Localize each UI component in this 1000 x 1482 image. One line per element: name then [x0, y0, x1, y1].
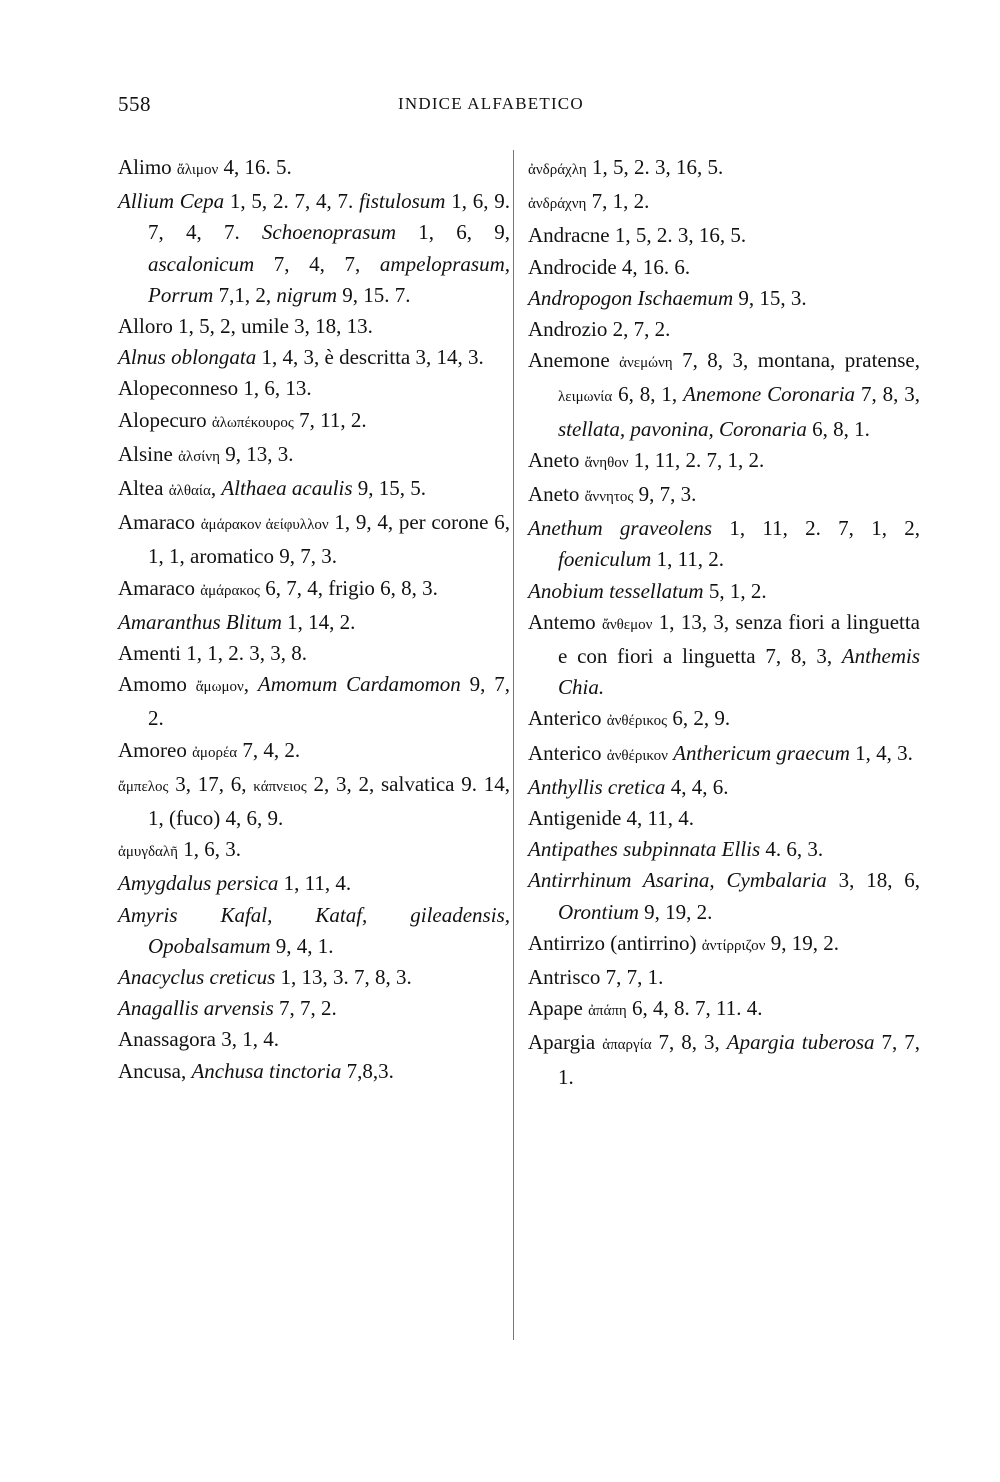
index-entry: [118, 607, 510, 638]
latin-name: Anagallis arvensis: [118, 996, 274, 1021]
latin-name: Andropogon Ischaemum: [528, 285, 734, 310]
entry-text: Alopeconneso 1, 6, 13.: [118, 376, 312, 401]
entry-text: Anterico: [528, 706, 607, 731]
latin-name: Anthericum graecum: [673, 740, 850, 765]
index-entry: [528, 220, 920, 251]
entry-text: Anassagora 3, 1, 4.: [118, 1027, 279, 1052]
greek-term: ἀνδράχλη: [528, 162, 587, 178]
entry-text: 3, 17, 6,: [168, 771, 254, 796]
entry-text: Androcide 4, 16. 6.: [528, 254, 691, 279]
index-entry: [118, 507, 510, 572]
latin-name: ascalonicum: [148, 251, 255, 276]
greek-term: ἀνθέρικον: [606, 747, 668, 764]
entry-text: 6, 4, 8. 7, 11. 4.: [626, 996, 763, 1021]
entry-text: 6, 7, 4, frigio 6, 8, 3.: [260, 575, 438, 600]
greek-term: ἀλωπέκουρος: [211, 414, 294, 431]
entry-text: Amoreo: [118, 737, 193, 762]
index-entry: [118, 311, 510, 342]
entry-text: Alloro 1, 5, 2, umile 3, 18, 13.: [118, 314, 373, 339]
greek-term: ἀνθέρικος: [606, 713, 668, 730]
index-entry: [118, 993, 510, 1024]
latin-name: Apargia tuberosa: [726, 1030, 875, 1055]
greek-term: ἀπαργία: [602, 1037, 652, 1054]
index-entry: [118, 900, 510, 962]
greek-term: ἀπάπη: [588, 1003, 627, 1020]
entry-text: 7, 7, 1.: [558, 1030, 921, 1089]
entry-text: 2, 3, 2, salvatica 9. 14, 1, (fuco) 4, 6, 9.: [148, 771, 510, 831]
index-entry: [118, 834, 510, 868]
page-header: [118, 92, 918, 122]
entry-text: 7, 1, 2.: [586, 189, 650, 214]
entry-text: 9, 13, 3.: [219, 441, 294, 466]
greek-term: ἄμπελος: [118, 778, 169, 795]
index-entry: [118, 405, 510, 439]
entry-text: 4, 4, 6.: [665, 774, 729, 799]
entry-text: Amenti 1, 1, 2. 3, 3, 8.: [118, 641, 307, 666]
latin-name: Althaea acaulis: [221, 476, 353, 501]
entry-text: 7, 7, 2.: [273, 996, 337, 1021]
latin-name: stellata, pavonina, Coronaria: [558, 416, 807, 441]
index-entry: [528, 834, 920, 865]
index-entry: [118, 868, 510, 899]
index-entry: [528, 1027, 920, 1092]
greek-term: ἀνδράχνη: [528, 196, 587, 213]
index-entry: [528, 186, 920, 220]
greek-term: ἀλσίνη: [178, 448, 220, 465]
entry-text: 4. 6, 3.: [760, 837, 824, 862]
latin-name: Amaranthus Blitum: [118, 609, 282, 634]
entry-text: 7, 11, 2.: [293, 407, 367, 432]
entry-text: 1, 9, 4, per corone 6, 1, 1, aromatico 9, 7, 3.: [148, 510, 510, 569]
entry-text: 9, 7, 2.: [148, 672, 511, 731]
index-entry: [118, 573, 510, 607]
entry-text: 9, 15, 5.: [352, 476, 427, 501]
entry-text: 3, 18, 6,: [826, 868, 920, 893]
index-entry: [118, 962, 510, 993]
entry-text: 1, 11, 2.: [651, 547, 725, 572]
latin-name: Anemone Coronaria: [683, 382, 856, 407]
entry-text: Androzio 2, 7, 2.: [528, 317, 671, 342]
entry-text: 5, 1, 2.: [703, 578, 767, 603]
index-entry: [528, 993, 920, 1027]
entry-text: Andracne 1, 5, 2. 3, 16, 5.: [528, 223, 747, 248]
index-entry: [118, 473, 510, 507]
entry-text: 1, 6, 3.: [178, 837, 241, 862]
latin-name: Anobium tessellatum: [528, 578, 704, 603]
latin-name: Anacyclus creticus: [118, 965, 276, 990]
greek-term: ἀμάρακον ἀείφυλλον: [200, 517, 329, 534]
entry-text: 1, 13, 3, senza fiori a linguetta e con fiori a linguetta 7, 8, 3,: [558, 609, 921, 669]
entry-text: Anterico: [528, 740, 607, 765]
latin-name: Anthyllis cretica: [528, 774, 666, 799]
greek-term: ἄνθεμον: [601, 616, 653, 633]
entry-text: Antirrizo (antirrino): [528, 930, 702, 955]
index-entry: [528, 445, 920, 479]
greek-term: ἄννητος: [584, 489, 634, 506]
index-entry: [118, 152, 510, 186]
index-entry: [118, 669, 510, 734]
greek-term: ἀμάρακος: [200, 582, 260, 599]
index-entry: [528, 513, 920, 575]
latin-name: Amomum Cardamomon: [257, 672, 461, 697]
entry-text: 1, 11, 2. 7, 1, 2.: [628, 447, 765, 472]
latin-name: Orontium: [558, 899, 639, 924]
entry-text: 7, 8, 3,: [651, 1030, 727, 1055]
index-entry: [528, 576, 920, 607]
greek-term: ἄλιμον: [176, 162, 219, 178]
latin-name: fistulosum: [359, 189, 446, 214]
entry-text: 1, 6, 9. 7, 4, 7.: [148, 189, 511, 245]
greek-term: ἀνεμώνη: [619, 355, 673, 372]
greek-term: ἀμορέα: [192, 744, 238, 761]
entry-text: 1, 4, 3.: [849, 740, 913, 765]
entry-text: 6, 2, 9.: [667, 706, 731, 731]
entry-text: 7, 8, 3, montana, pratense,: [672, 348, 920, 373]
index-entry: [118, 1024, 510, 1055]
latin-name: Anethum graveolens: [528, 516, 713, 541]
entry-text: Antemo: [528, 609, 602, 634]
index-entry: [118, 342, 510, 373]
entry-text: 1, 5, 2. 3, 16, 5.: [586, 155, 724, 179]
entry-text: 9, 19, 2.: [765, 930, 839, 955]
index-entry: [528, 962, 920, 993]
greek-term: ἀμυγδαλῆ: [118, 844, 178, 861]
entry-text: Aneto: [528, 447, 585, 472]
entry-text: 6, 8, 1.: [806, 416, 870, 441]
latin-name: Anchusa tinctoria: [191, 1058, 342, 1083]
index-entry: [118, 1056, 510, 1087]
index-entry: [528, 152, 920, 186]
entry-text: Alopecuro: [118, 407, 212, 432]
entry-text: 9, 15, 3.: [733, 285, 807, 310]
entry-text: ,: [243, 672, 258, 697]
entry-text: Amaraco: [118, 510, 201, 535]
index-entry: [528, 252, 920, 283]
latin-name: nigrum: [276, 282, 338, 307]
entry-text: 1, 6, 9,: [396, 220, 511, 245]
entry-text: Amomo: [118, 672, 196, 697]
index-entry: [528, 928, 920, 962]
index-entry: [118, 373, 510, 404]
index-entry: [528, 865, 920, 927]
index-entry: [528, 314, 920, 345]
latin-name: Alnus oblongata: [118, 345, 257, 370]
entry-text: 7, 8, 3,: [855, 382, 920, 407]
index-entry: [528, 607, 920, 704]
entry-text: 7, 4, 2.: [237, 737, 301, 762]
latin-name: Amygdalus persica: [118, 871, 279, 896]
entry-text: 7,1, 2,: [213, 282, 277, 307]
entry-text: 6, 8, 1,: [612, 382, 684, 407]
latin-name: Schoenoprasum: [261, 220, 397, 245]
entry-text: ,: [210, 476, 222, 501]
latin-name: Antipathes subpinnata Ellis: [528, 837, 761, 862]
index-entry: [528, 772, 920, 803]
entry-text: 4, 16. 5.: [218, 155, 292, 179]
latin-name: Anthemis Chia.: [558, 644, 920, 700]
entry-text: Altea: [118, 476, 169, 501]
entry-text: Anemone: [528, 348, 620, 373]
index-entry: [528, 479, 920, 513]
entry-text: 1, 5, 2. 7, 4, 7.: [224, 189, 360, 214]
entry-text: 1, 14, 2.: [281, 609, 356, 634]
entry-text: Alimo: [118, 155, 177, 179]
page-number: 558: [118, 92, 151, 116]
index-entry: [528, 703, 920, 737]
entry-text: 9, 7, 3.: [633, 482, 697, 507]
index-entry: [118, 735, 510, 769]
entry-text: 9, 15. 7.: [337, 282, 411, 307]
latin-name: Allium Cepa: [118, 189, 225, 214]
entry-text: Apargia: [528, 1030, 603, 1055]
index-column-right: [528, 152, 920, 1093]
greek-term: λειμωνία: [558, 389, 613, 406]
index-entry: [118, 439, 510, 473]
entry-text: Ancusa,: [118, 1058, 192, 1083]
entry-text: 9, 19, 2.: [638, 899, 713, 924]
entry-text: 1, 11, 2. 7, 1, 2,: [712, 516, 920, 541]
index-entry: [118, 769, 510, 834]
entry-text: 1, 11, 4.: [278, 871, 352, 896]
entry-text: 7, 4, 7,: [254, 251, 380, 276]
latin-name: foeniculum: [558, 547, 652, 572]
entry-text: 7,8,3.: [341, 1058, 394, 1083]
entry-text: 9, 4, 1.: [270, 933, 334, 958]
index-entry: [528, 345, 920, 445]
entry-text: Antigenide 4, 11, 4.: [528, 806, 695, 831]
latin-name: Amyris Kafal, Kataf, gileadensis, Opobalsamum: [118, 902, 510, 958]
index-entry: [118, 638, 510, 669]
latin-name: Antirrhinum Asarina, Cymbalaria: [528, 868, 827, 893]
entry-text: Amaraco: [118, 575, 201, 600]
entry-text: Aneto: [528, 482, 585, 507]
entry-text: Alsine: [118, 441, 179, 466]
index-entry: [528, 803, 920, 834]
latin-name: ampeloprasum, Porrum: [148, 251, 510, 307]
entry-text: Apape: [528, 996, 589, 1021]
entry-text: Antrisco 7, 7, 1.: [528, 965, 664, 990]
entry-text: 1, 13, 3. 7, 8, 3.: [275, 965, 412, 990]
index-column-left: [118, 152, 510, 1087]
greek-term: ἄμωμον: [195, 679, 244, 696]
greek-term: ἀλθαία: [168, 483, 211, 500]
greek-term: ἀντίρριζον: [701, 937, 766, 954]
index-entry: [528, 283, 920, 314]
running-title: INDICE ALFABETICO: [398, 94, 584, 113]
entry-text: 1, 4, 3, è descritta 3, 14, 3.: [256, 345, 484, 370]
greek-term: ἄνηθον: [584, 454, 629, 471]
greek-term: κάπνειος: [253, 778, 307, 795]
column-divider: [513, 150, 514, 1340]
index-entry: [118, 186, 510, 311]
index-entry: [528, 738, 920, 772]
